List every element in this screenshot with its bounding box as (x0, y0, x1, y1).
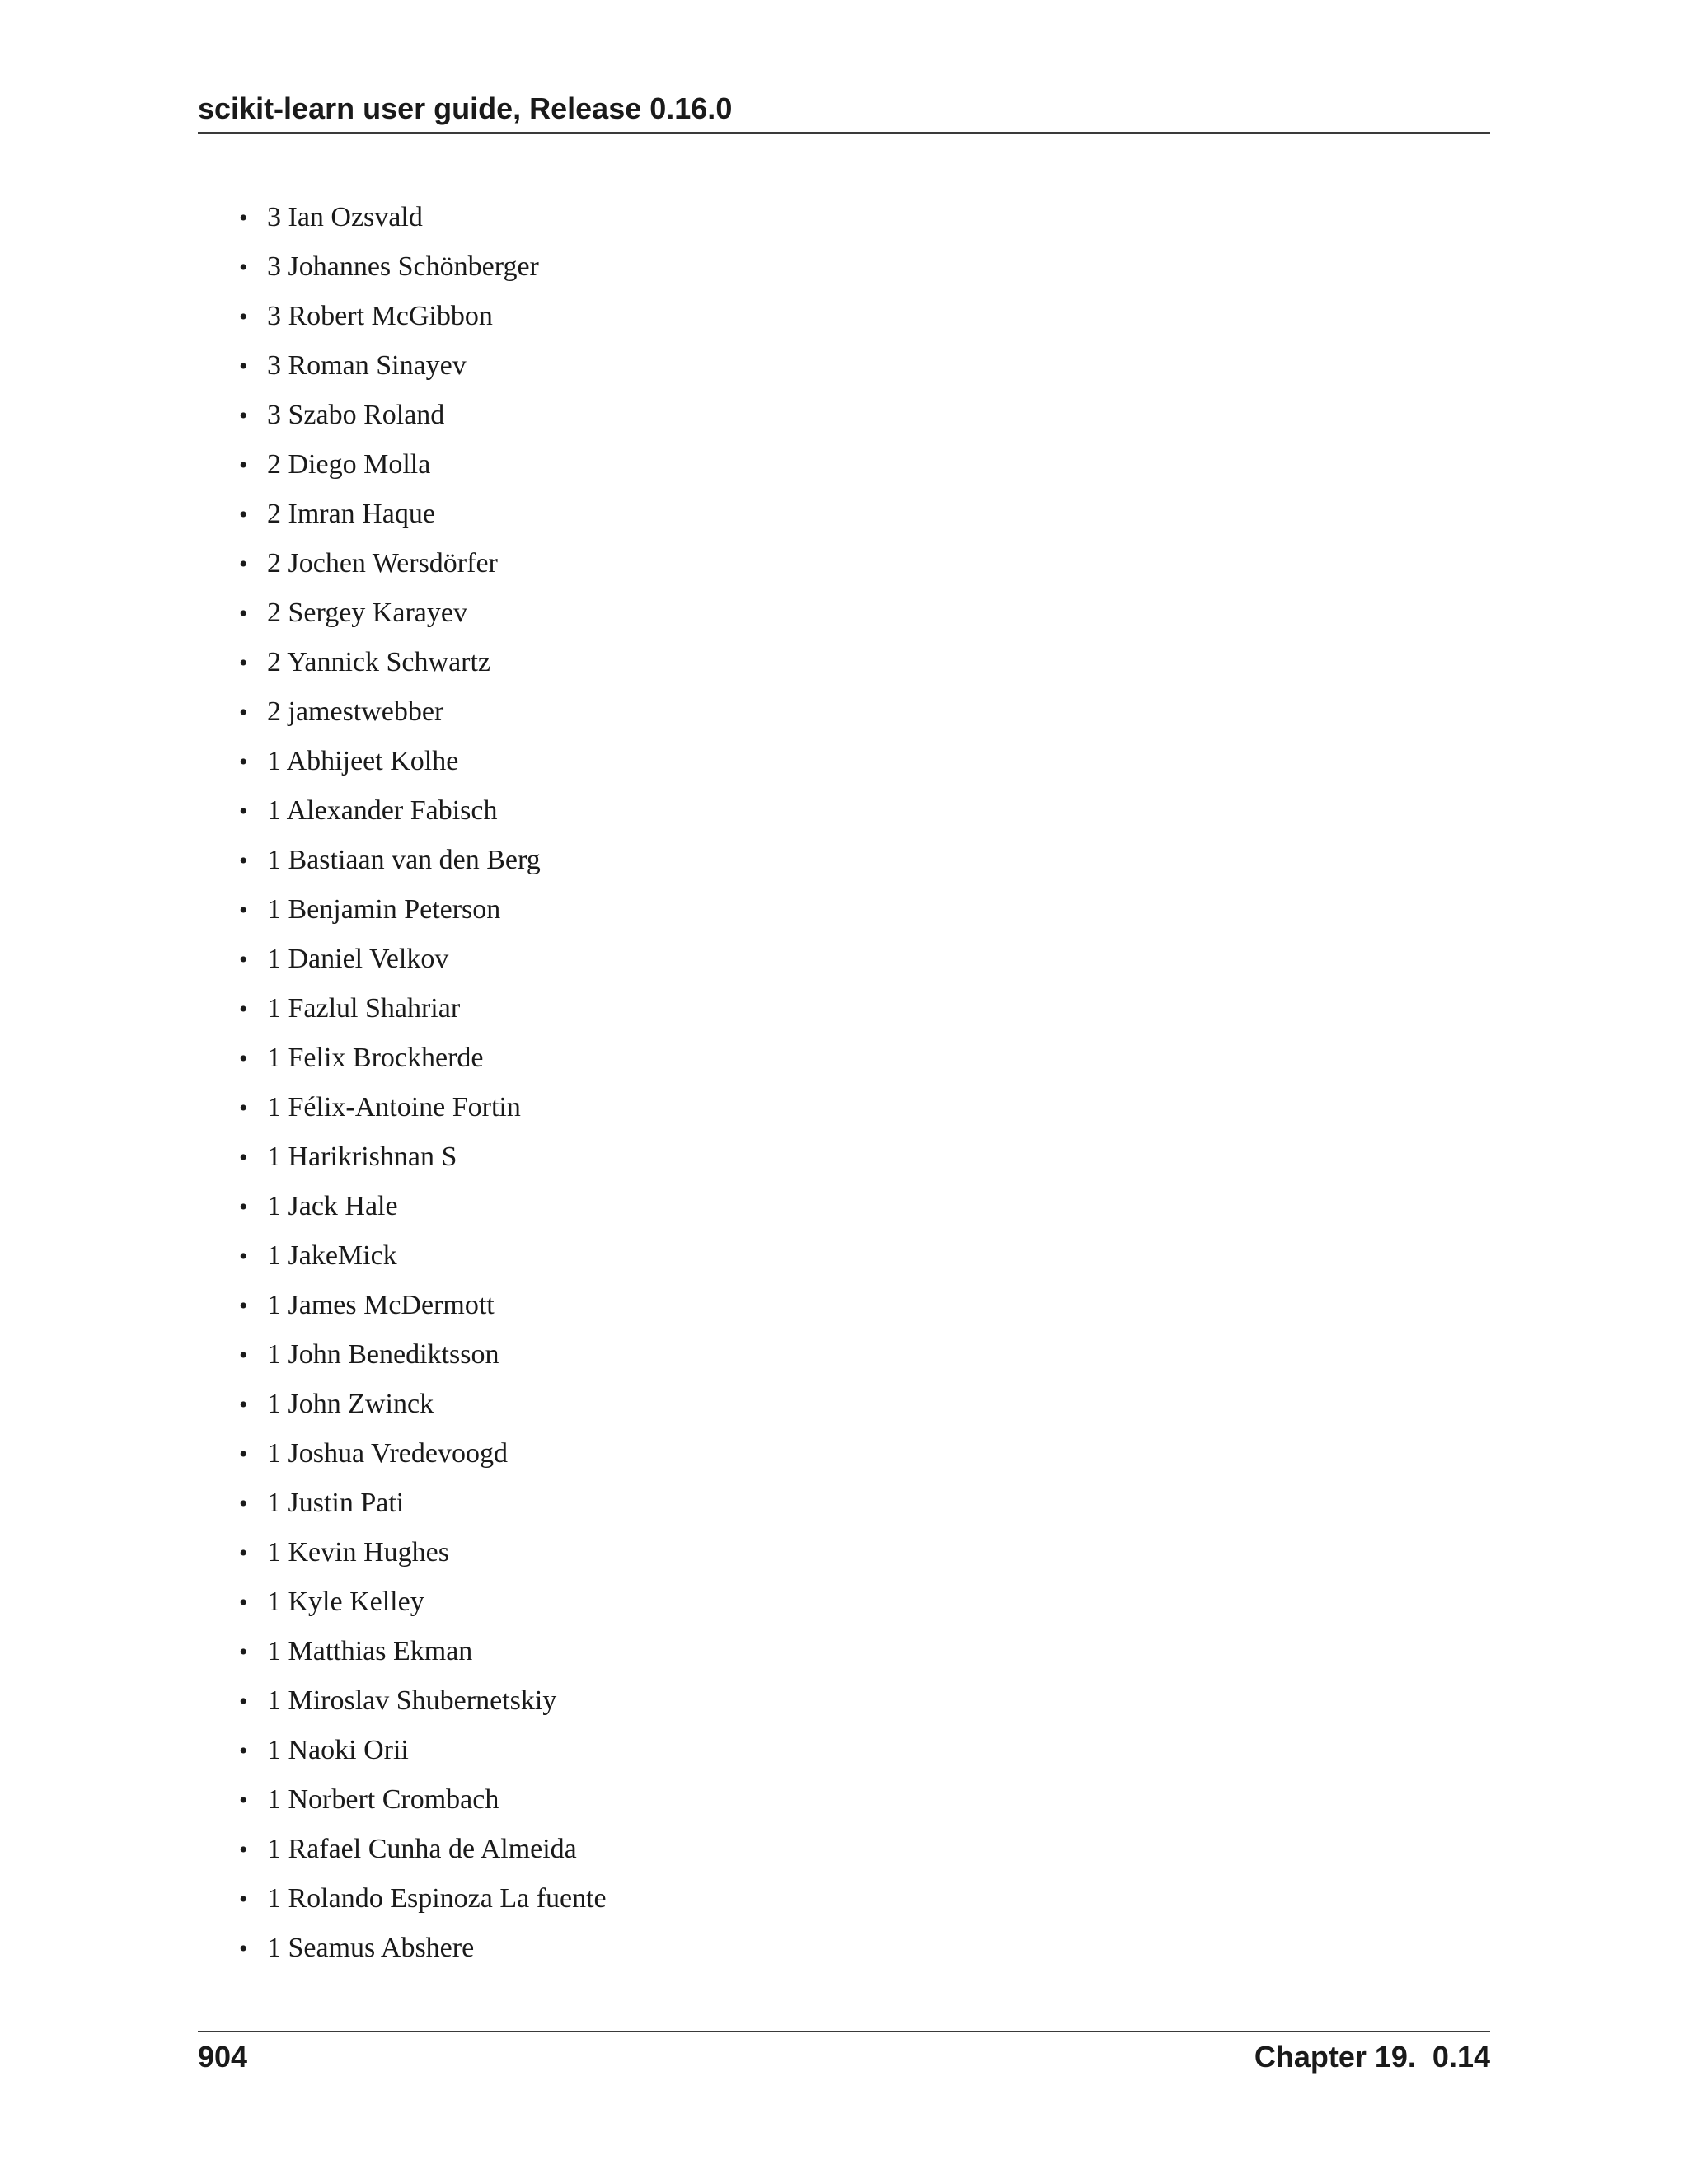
bullet-icon: • (239, 1886, 248, 1913)
contributor-entry: 2 jamestwebber (267, 696, 444, 727)
bullet-icon: • (239, 501, 248, 528)
list-item (239, 893, 607, 943)
bullet-icon: • (239, 748, 248, 776)
contributor-entry: 1 Joshua Vredevoogd (267, 1438, 508, 1469)
bullet-icon: • (239, 946, 248, 973)
list-item (239, 597, 607, 646)
contributor-entry: 1 JakeMick (267, 1240, 397, 1271)
bullet-icon: • (239, 996, 248, 1023)
contributor-entry: 1 James McDermott (267, 1290, 495, 1320)
contributor-entry: 1 Fazlul Shahriar (267, 993, 461, 1024)
list-item (239, 1289, 607, 1338)
bullet-icon: • (239, 1193, 248, 1221)
contributor-entry: 1 Seamus Abshere (267, 1933, 475, 1963)
bullet-icon: • (239, 1342, 248, 1369)
list-item (239, 992, 607, 1042)
contributor-entry: 1 John Zwinck (267, 1389, 434, 1419)
list-item (239, 1635, 607, 1685)
bullet-icon: • (239, 1490, 248, 1517)
list-item (239, 1240, 607, 1289)
page-number: 904 (198, 2040, 248, 2074)
contributor-entry: 1 Kyle Kelley (267, 1586, 424, 1617)
list-item (239, 448, 607, 498)
contributor-entry: 1 John Benediktsson (267, 1339, 499, 1370)
document-title: scikit-learn user guide, Release 0.16.0 (198, 91, 733, 125)
contributor-entry: 1 Benjamin Peterson (267, 894, 501, 925)
list-item (239, 646, 607, 696)
contributor-entry: 1 Norbert Crombach (267, 1784, 499, 1815)
list-item (239, 1833, 607, 1882)
contributor-entry: 1 Harikrishnan S (267, 1141, 457, 1172)
bullet-icon: • (239, 699, 248, 726)
list-item (239, 1685, 607, 1734)
list-item (239, 696, 607, 745)
list-item (239, 1437, 607, 1487)
list-item (239, 844, 607, 893)
contributor-entry: 1 Felix Brockherde (267, 1043, 484, 1073)
contributor-entry: 2 Imran Haque (267, 499, 435, 529)
contributor-entry: 2 Diego Molla (267, 449, 431, 480)
bullet-icon: • (239, 1094, 248, 1122)
bullet-icon: • (239, 1836, 248, 1863)
list-item (239, 1388, 607, 1437)
bullet-icon: • (239, 204, 248, 232)
bullet-icon: • (239, 1391, 248, 1418)
contributor-entry: 3 Szabo Roland (267, 400, 445, 430)
bullet-icon: • (239, 897, 248, 924)
contributor-entry: 1 Alexander Fabisch (267, 795, 498, 826)
contributor-entry: 2 Jochen Wersdörfer (267, 548, 498, 579)
contributor-entry: 1 Jack Hale (267, 1191, 398, 1221)
bullet-icon: • (239, 353, 248, 380)
bullet-icon: • (239, 1589, 248, 1616)
contributor-entry: 2 Sergey Karayev (267, 598, 467, 628)
list-item (239, 1338, 607, 1388)
bullet-icon: • (239, 1688, 248, 1715)
contributor-entry: 1 Félix-Antoine Fortin (267, 1092, 521, 1122)
list-item (239, 1141, 607, 1190)
list-item (239, 1091, 607, 1141)
bullet-icon: • (239, 1737, 248, 1765)
list-item (239, 1783, 607, 1833)
contributor-entry: 2 Yannick Schwartz (267, 647, 491, 677)
bullet-icon: • (239, 1787, 248, 1814)
list-item (239, 1734, 607, 1783)
bullet-icon: • (239, 1243, 248, 1270)
bullet-icon: • (239, 452, 248, 479)
list-item (239, 1190, 607, 1240)
list-item (239, 943, 607, 992)
contributor-list (239, 201, 607, 1981)
page-header (198, 92, 1490, 134)
bullet-icon: • (239, 847, 248, 874)
contributor-entry: 1 Abhijeet Kolhe (267, 746, 459, 776)
contributor-entry: 1 Kevin Hughes (267, 1537, 449, 1568)
contributor-entry: 1 Miroslav Shubernetskiy (267, 1685, 557, 1716)
list-item (239, 1536, 607, 1586)
list-item (239, 547, 607, 597)
contributor-entry: 1 Matthias Ekman (267, 1636, 473, 1666)
bullet-icon: • (239, 649, 248, 677)
contributor-entry: 3 Johannes Schönberger (267, 251, 539, 282)
list-item (239, 745, 607, 794)
list-item (239, 349, 607, 399)
bullet-icon: • (239, 1292, 248, 1319)
contributor-entry: 1 Rafael Cunha de Almeida (267, 1834, 577, 1864)
list-item (239, 201, 607, 251)
list-item (239, 1932, 607, 1981)
contributor-entry: 1 Justin Pati (267, 1488, 405, 1518)
list-item (239, 794, 607, 844)
page-footer (198, 2031, 1490, 2074)
list-item (239, 1882, 607, 1932)
list-item (239, 300, 607, 349)
bullet-icon: • (239, 402, 248, 429)
list-item (239, 251, 607, 300)
bullet-icon: • (239, 600, 248, 627)
list-item (239, 1042, 607, 1091)
contributor-entry: 1 Naoki Orii (267, 1735, 409, 1765)
bullet-icon: • (239, 1045, 248, 1072)
bullet-icon: • (239, 1441, 248, 1468)
contributor-entry: 3 Roman Sinayev (267, 350, 467, 381)
chapter-label: Chapter 19. 0.14 (1254, 2040, 1490, 2074)
bullet-icon: • (239, 1638, 248, 1666)
bullet-icon: • (239, 303, 248, 330)
list-item (239, 1487, 607, 1536)
contributor-entry: 1 Bastiaan van den Berg (267, 845, 541, 875)
contributor-entry: 1 Daniel Velkov (267, 944, 449, 974)
list-item (239, 399, 607, 448)
list-item (239, 1586, 607, 1635)
contributor-entry: 3 Ian Ozsvald (267, 202, 423, 232)
list-item (239, 498, 607, 547)
bullet-icon: • (239, 551, 248, 578)
bullet-icon: • (239, 798, 248, 825)
contributor-entry: 3 Robert McGibbon (267, 301, 493, 331)
contributor-entry: 1 Rolando Espinoza La fuente (267, 1883, 607, 1914)
bullet-icon: • (239, 1540, 248, 1567)
bullet-icon: • (239, 1144, 248, 1171)
bullet-icon: • (239, 1935, 248, 1962)
bullet-icon: • (239, 254, 248, 281)
